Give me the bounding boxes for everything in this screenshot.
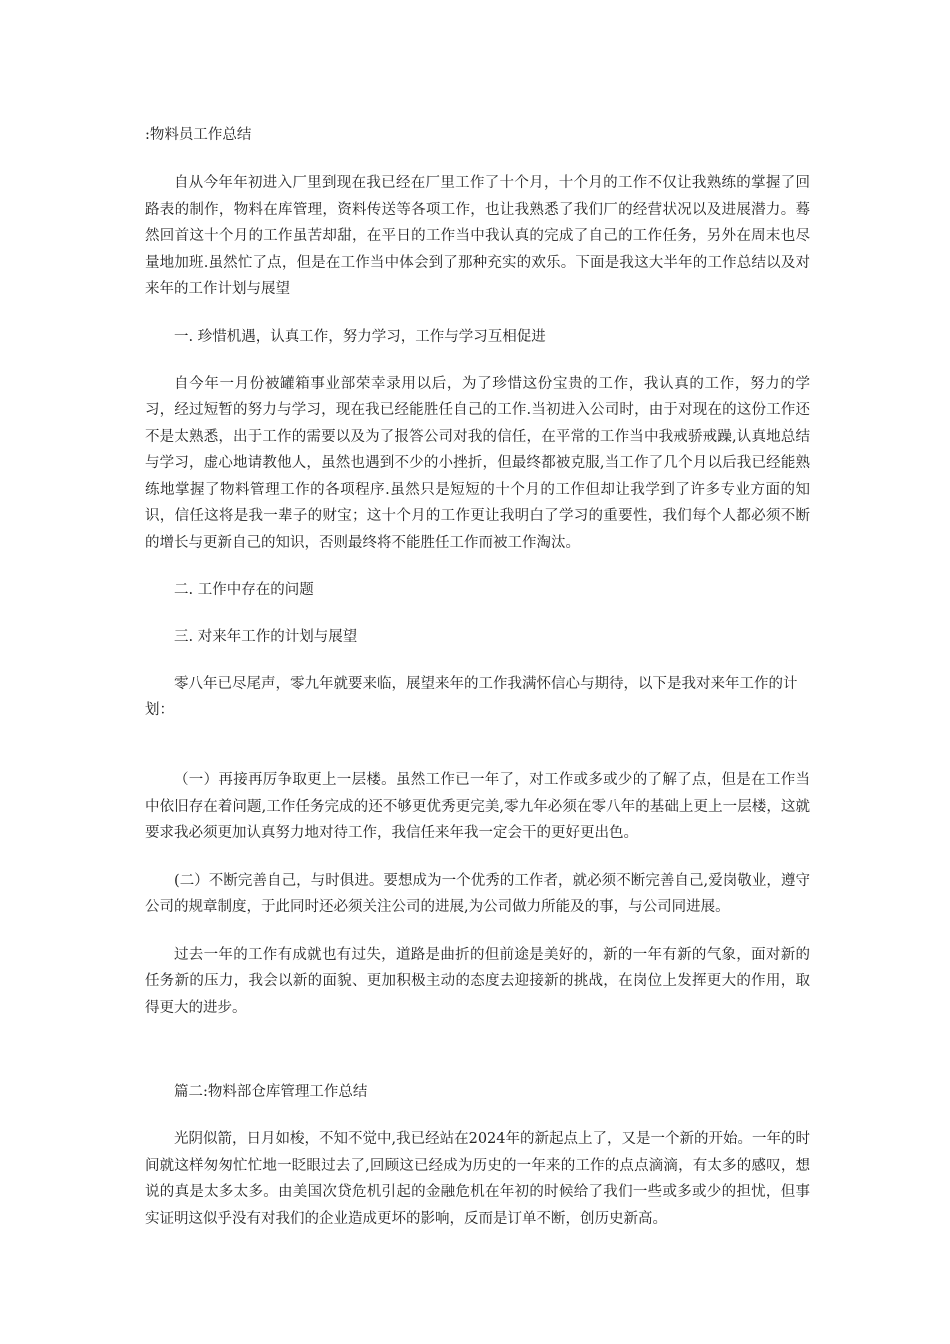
paragraph-conclusion: 过去一年的工作有成就也有过失，道路是曲折的但前途是美好的，新的一年有新的气象，面对新的任务新的压力，我会以新的面貌、更加积极主动的态度去迎接新的挑战，在岗位上发挥更大的作用，取得更大的进步。 <box>145 946 810 1016</box>
section-heading-1: 一. 珍惜机遇，认真工作，努力学习，工作与学习互相促进 <box>174 328 546 345</box>
paragraph-plan-intro: 零八年已尽尾声，零九年就要来临，展望来年的工作我满怀信心与期待，以下是我对来年工作的计划： <box>145 676 798 718</box>
paragraph-part-two-intro: 光阴似箭，日月如梭，不知不觉中,我已经站在2024年的新起点上了，又是一个新的开始。一年的时间就这样匆匆忙忙地一眨眼过去了,回顾这已经成为历史的一年来的工作的点点滴滴，有太多的感叹，想说的真是太多太多。由美国次贷危机引起的金融危机在年初的时候给了我们一些或多或少的担忧，但事实证明这似乎没有对我们的企业造成更坏的影响，反而是订单不断，创历史新高。 <box>145 1131 811 1227</box>
paragraph-plan-1: （一）再接再厉争取更上一层楼。虽然工作已一年了，对工作或多或少的了解了点，但是在工作当中依旧存在着问题,工作任务完成的还不够更优秀更完美,零九年必须在零八年的基础上更上一层楼，这就要求我必须更加认真努力地对待工作，我信任来年我一定会干的更好更出色。 <box>145 772 810 841</box>
paragraph-plan-2: (二）不断完善自己，与时俱进。要想成为一个优秀的工作者，就必须不断完善自己,爱岗敬业，遵守公司的规章制度，于此同时还必须关注公司的进展,为公司做力所能及的事，与公司同进展。 <box>145 872 810 915</box>
document-page <box>145 122 810 1253</box>
document-title: :物料员工作总结 <box>145 127 252 143</box>
part-two-heading: 篇二:物料部仓库管理工作总结 <box>174 1084 368 1100</box>
paragraph-section-1: 自今年一月份被罐箱事业部荣幸录用以后，为了珍惜这份宝贵的工作，我认真的工作，努力的学习，经过短暂的努力与学习，现在我已经能胜任自己的工作.当初进入公司时，由于对现在的这份工作还不是太熟悉，出于工作的需要以及为了报答公司对我的信任，在平常的工作当中我戒骄戒躁,认真地总结与学习，虚心地请教他人，虽然也遇到不少的小挫折，但最终都被克服,当工作了几个月以后我已经能熟练地掌握了物料管理工作的各项程序.虽然只是短短的十个月的工作但却让我学到了许多专业方面的知识，信任这将是我一辈子的财宝；这十个月的工作更让我明白了学习的重要性，我们每个人都必须不断的增长与更新自己的知识，否则最终将不能胜任工作而被工作淘汰。 <box>145 375 810 551</box>
paragraph-intro: 自从今年年初进入厂里到现在我已经在厂里工作了十个月，十个月的工作不仅让我熟练的掌握了回路表的制作，物料在库管理，资料传送等各项工作，也让我熟悉了我们厂的经营状况以及进展潜力。蓦然回首这十个月的工作虽苦却甜，在平日的工作当中我认真的完成了自己的工作任务，另外在周末也尽量地加班.虽然忙了点，但是在工作当中体会到了那种充实的欢乐。下面是我这大半年的工作总结以及对来年的工作计划与展望 <box>145 175 810 297</box>
section-heading-3: 三. 对来年工作的计划与展望 <box>174 629 358 645</box>
section-heading-2: 二. 工作中存在的问题 <box>174 582 314 598</box>
